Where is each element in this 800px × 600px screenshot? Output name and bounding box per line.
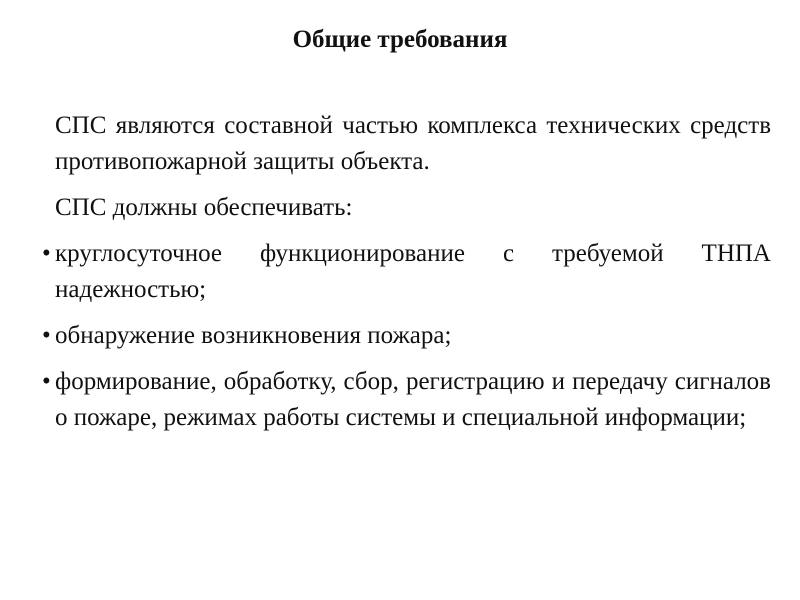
slide-body — [42, 108, 771, 436]
list-item-text: формирование, обработку, сбор, регистрацию и передачу сигналов о пожаре, режимах работы системы и специальной информации; — [55, 368, 771, 431]
list-item-text: обнаружение возникновения пожара; — [55, 322, 452, 349]
bullet-icon: • — [42, 322, 51, 349]
list-item — [42, 364, 771, 436]
slide-title: Общие требования — [292, 26, 508, 53]
bullet-icon: • — [42, 368, 51, 395]
bullet-icon: • — [42, 240, 51, 267]
list-item — [42, 318, 771, 354]
intro-paragraph: СПС являются составной частью комплекса технических средств противопожарной защиты объекта. — [55, 112, 771, 175]
requirements-lead-in: СПС должны обеспечивать: — [55, 194, 353, 221]
list-item — [42, 236, 771, 308]
list-item-text: круглосуточное функционирование с требуемой ТНПА надежностью; — [55, 240, 771, 303]
